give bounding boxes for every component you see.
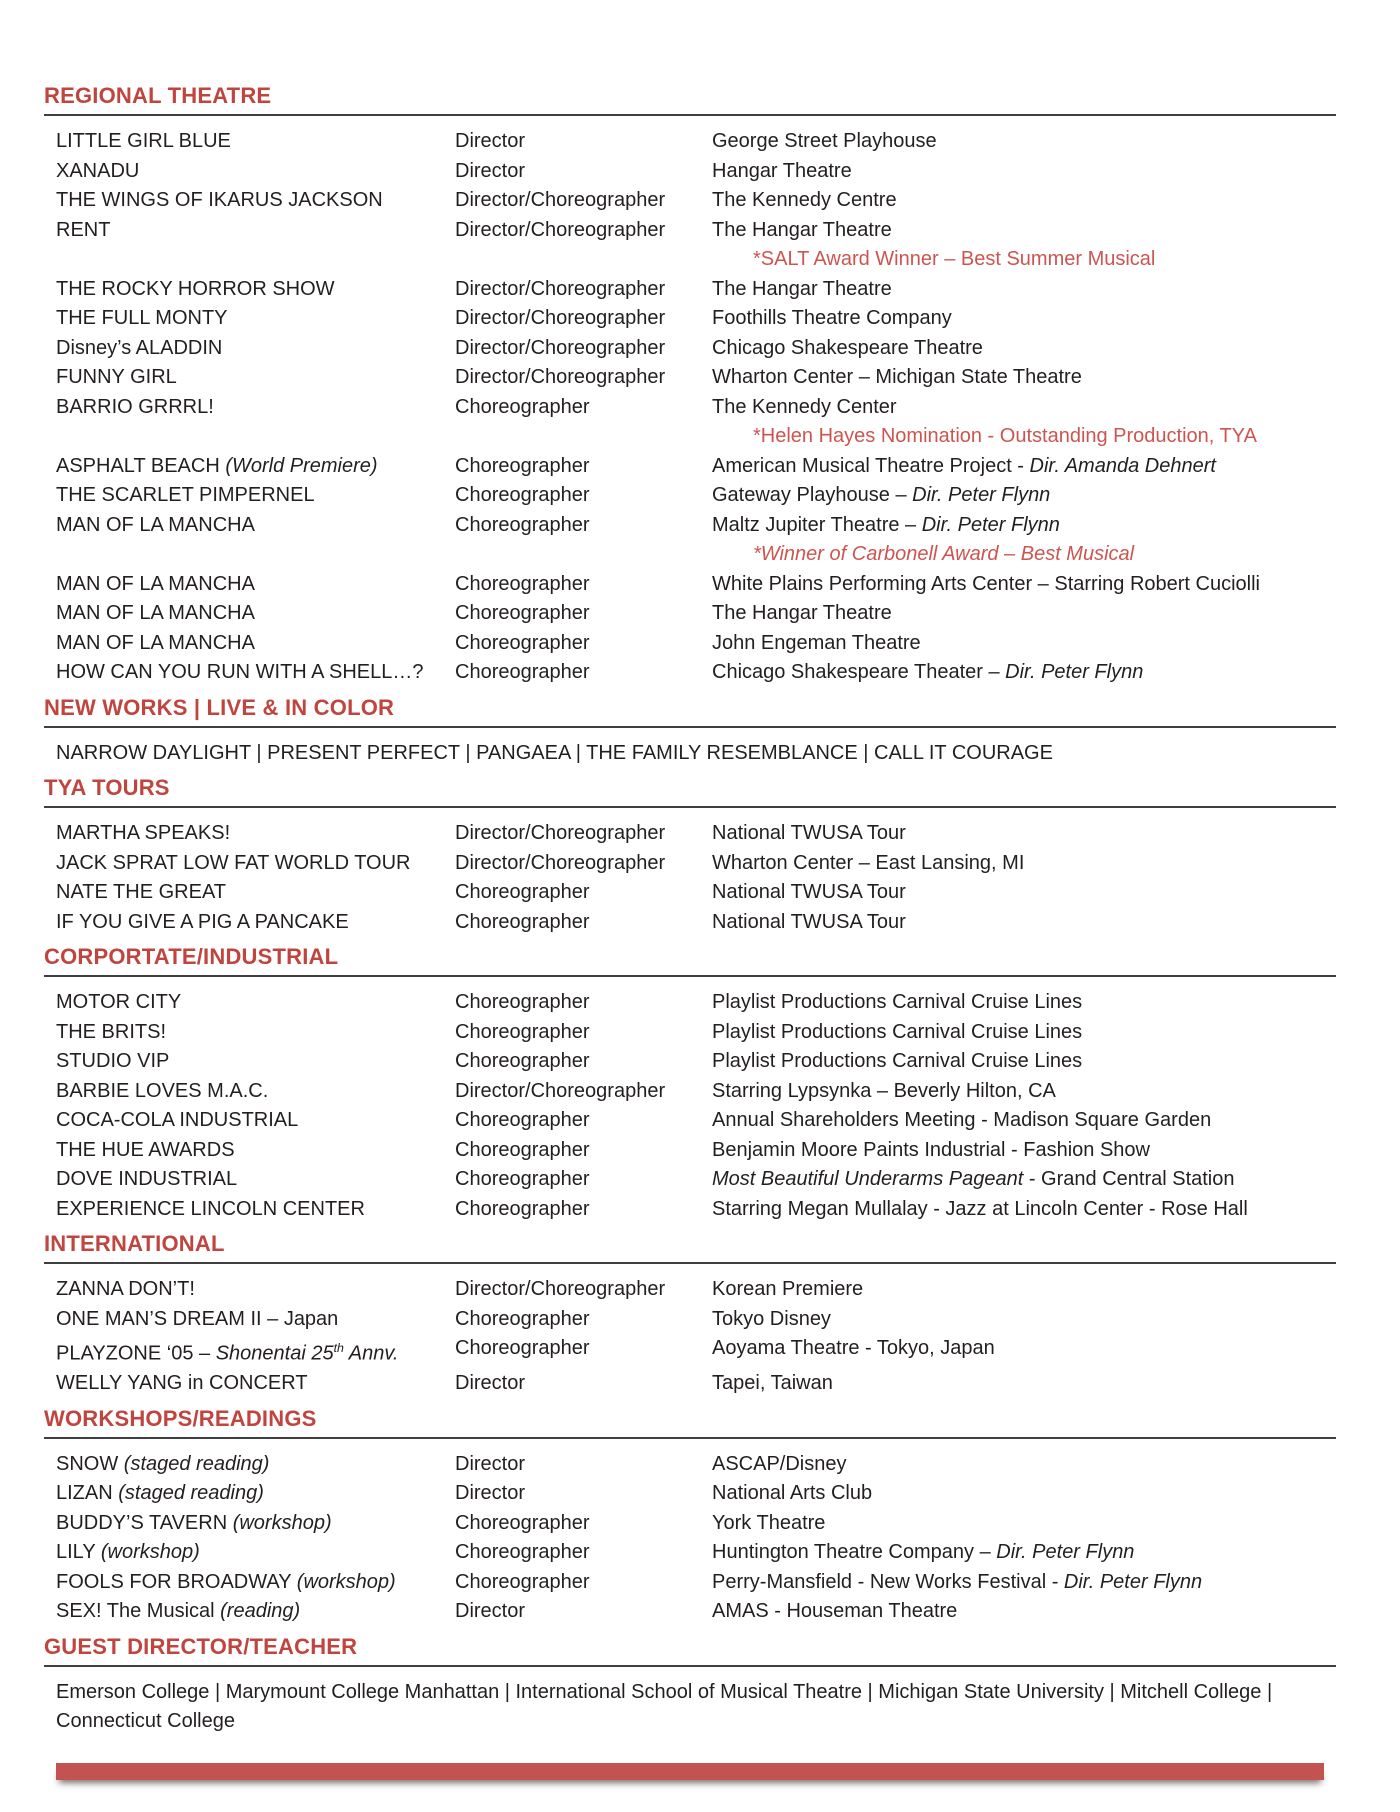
role: Director/Choreographer <box>455 1278 666 1300</box>
table-row <box>44 1047 1336 1077</box>
italic-text: Dir. Peter Flynn <box>1063 1570 1203 1593</box>
role: Choreographer <box>455 1307 590 1330</box>
table-row <box>44 1305 1336 1335</box>
text-segment: Gateway Playhouse – <box>712 484 913 506</box>
role: Director <box>455 130 526 152</box>
show-title: MAN OF LA MANCHA <box>56 572 255 595</box>
venue: National Arts Club <box>712 1482 873 1505</box>
show-title: THE BRITS! <box>56 1020 167 1043</box>
table-row <box>44 599 1336 629</box>
venue: ASCAP/Disney <box>712 1452 847 1475</box>
section-rows <box>44 1450 1336 1627</box>
table-row <box>44 1077 1336 1107</box>
role: Choreographer <box>455 572 590 595</box>
table-row <box>44 1106 1336 1136</box>
show-title: HOW CAN YOU RUN WITH A SHELL…? <box>56 661 424 683</box>
show-title: ONE MAN’S DREAM II – Japan <box>56 1307 339 1330</box>
section-rows <box>44 739 1336 769</box>
text-segment: Chicago Shakespeare Theater – <box>712 661 1006 683</box>
award-note: *Winner of Carbonell Award – Best Musical <box>753 543 1135 565</box>
table-row <box>44 157 1336 187</box>
venue: Hangar Theatre <box>712 159 852 182</box>
table-row <box>44 275 1336 305</box>
venue: Benjamin Moore Paints Industrial - Fashion Show <box>712 1138 1150 1161</box>
venue: National TWUSA Tour <box>712 881 906 903</box>
role: Choreographer <box>455 1541 590 1564</box>
table-row <box>44 1136 1336 1166</box>
venue: Starring Lypsynka – Beverly Hilton, CA <box>712 1079 1056 1102</box>
venue: Annual Shareholders Meeting - Madison Square Garden <box>712 1109 1212 1131</box>
italic-text: Annv. <box>343 1342 399 1365</box>
venue: Tapei, Taiwan <box>712 1372 833 1395</box>
section-new-works-live-in-color <box>44 696 1336 769</box>
table-row <box>44 1450 1336 1480</box>
table-row <box>44 1568 1336 1598</box>
footer-accent-bar <box>56 1763 1324 1780</box>
section-title: NEW WORKS | LIVE & IN COLOR <box>44 696 1336 728</box>
venue: Playlist Productions Carnival Cruise Lines <box>712 991 1083 1013</box>
text-segment: LILY <box>56 1541 101 1564</box>
table-row <box>44 304 1336 334</box>
venue: The Hangar Theatre <box>712 602 892 624</box>
text-segment: - Grand Central Station <box>1023 1168 1235 1190</box>
show-title <box>56 1509 455 1539</box>
show-title: WELLY YANG in CONCERT <box>56 1372 308 1395</box>
text-segment: FOOLS FOR BROADWAY <box>56 1570 297 1593</box>
show-title <box>56 1450 455 1480</box>
show-title: LITTLE GIRL BLUE <box>56 130 231 152</box>
venue <box>712 1568 1336 1598</box>
role: Director <box>455 159 526 182</box>
venue: George Street Playhouse <box>712 130 937 152</box>
section-rows <box>44 127 1336 688</box>
show-title: MARTHA SPEAKS! <box>56 822 231 844</box>
italic-text: (workshop) <box>232 1511 332 1534</box>
section-title: GUEST DIRECTOR/TEACHER <box>44 1635 1336 1667</box>
italic-text: (staged reading) <box>123 1452 270 1475</box>
text-segment: Maltz Jupiter Theatre – <box>712 513 922 536</box>
venue <box>712 1538 1336 1568</box>
show-title: THE WINGS OF IKARUS JACKSON <box>56 189 383 211</box>
table-row <box>44 452 1336 482</box>
italic-text: th <box>333 1341 344 1355</box>
table-row <box>44 1165 1336 1195</box>
table-row <box>44 849 1336 879</box>
role: Choreographer <box>455 1511 590 1534</box>
italic-text: Shonentai 25 <box>215 1342 334 1365</box>
venue: Foothills Theatre Company <box>712 307 952 329</box>
venue: York Theatre <box>712 1511 826 1534</box>
text-line: NARROW DAYLIGHT | PRESENT PERFECT | PANGAEA | THE FAMILY RESEMBLANCE | CALL IT COURAGE <box>56 741 1053 764</box>
role: Choreographer <box>455 661 590 683</box>
table-row <box>44 393 1336 423</box>
role: Director <box>455 1482 526 1505</box>
venue <box>712 452 1336 482</box>
table-row <box>44 511 1336 541</box>
show-title: STUDIO VIP <box>56 1050 170 1072</box>
role: Director <box>455 1452 526 1475</box>
table-row <box>44 1275 1336 1305</box>
text-segment: LIZAN <box>56 1482 119 1505</box>
role: Choreographer <box>455 602 590 624</box>
text-segment: SNOW <box>56 1452 124 1475</box>
show-title: THE ROCKY HORROR SHOW <box>56 277 335 300</box>
show-title <box>56 1334 455 1369</box>
section-tya-tours <box>44 776 1336 937</box>
role: Director/Choreographer <box>455 851 666 874</box>
show-title <box>56 1479 455 1509</box>
section-rows <box>44 1678 1336 1737</box>
table-row <box>44 1479 1336 1509</box>
italic-text: (workshop) <box>296 1570 396 1593</box>
italic-text: Dir. Amanda Dehnert <box>1029 454 1216 477</box>
table-row <box>44 988 1336 1018</box>
role: Director/Choreographer <box>455 1079 666 1102</box>
italic-text: Dir. Peter Flynn <box>912 484 1051 506</box>
role: Director/Choreographer <box>455 277 666 300</box>
show-title: EXPERIENCE LINCOLN CENTER <box>56 1197 365 1220</box>
text-segment: American Musical Theatre Project - <box>712 454 1030 477</box>
show-title: NATE THE GREAT <box>56 881 227 903</box>
role: Choreographer <box>455 991 590 1013</box>
table-row <box>44 186 1336 216</box>
text-line: Emerson College | Marymount College Manhattan | International School of Musical Theatre | Michigan State University | Mitchell College | <box>56 1680 1273 1703</box>
role: Choreographer <box>455 1197 590 1220</box>
show-title: Disney’s ALADDIN <box>56 336 223 359</box>
show-title <box>56 1597 455 1627</box>
show-title: THE HUE AWARDS <box>56 1138 235 1161</box>
role: Choreographer <box>455 454 590 477</box>
role: Director/Choreographer <box>455 822 666 844</box>
show-title: IF YOU GIVE A PIG A PANCAKE <box>56 910 349 933</box>
role: Choreographer <box>455 1109 590 1131</box>
show-title: RENT <box>56 218 111 241</box>
award-note: *Helen Hayes Nomination - Outstanding Production, TYA <box>753 425 1257 447</box>
section-title: WORKSHOPS/READINGS <box>44 1407 1336 1439</box>
venue: Aoyama Theatre - Tokyo, Japan <box>712 1337 995 1359</box>
resume-content <box>44 84 1336 1737</box>
role: Choreographer <box>455 910 590 933</box>
table-row <box>44 1018 1336 1048</box>
show-title <box>56 1568 455 1598</box>
text-segment: PLAYZONE ‘05 – <box>56 1342 216 1365</box>
table-row <box>44 1509 1336 1539</box>
italic-text: (World Premiere) <box>225 454 378 477</box>
show-title: BARRIO GRRRL! <box>56 395 214 418</box>
italic-text: (workshop) <box>100 1541 200 1564</box>
table-row <box>44 481 1336 511</box>
role: Choreographer <box>455 484 590 506</box>
italic-text: Dir. Peter Flynn <box>996 1541 1135 1564</box>
venue: Starring Megan Mullalay - Jazz at Lincoln Center - Rose Hall <box>712 1197 1248 1220</box>
italic-text: Most Beautiful Underarms Pageant <box>712 1168 1024 1190</box>
show-title <box>56 1538 455 1568</box>
show-title: MAN OF LA MANCHA <box>56 513 255 536</box>
text-segment: Perry-Mansfield - New Works Festival - <box>712 1570 1064 1593</box>
table-row <box>44 1369 1336 1399</box>
show-title: DOVE INDUSTRIAL <box>56 1168 238 1190</box>
role: Choreographer <box>455 1168 590 1190</box>
section-guest-director-teacher <box>44 1635 1336 1737</box>
venue: The Hangar Theatre <box>712 277 892 300</box>
venue: The Hangar Theatre <box>712 218 892 241</box>
role: Director/Choreographer <box>455 189 666 211</box>
section-title: INTERNATIONAL <box>44 1232 1336 1264</box>
section-rows <box>44 1275 1336 1399</box>
table-row <box>44 1538 1336 1568</box>
venue: Wharton Center – East Lansing, MI <box>712 851 1025 874</box>
text-line: Connecticut College <box>56 1710 235 1733</box>
table-row <box>44 334 1336 364</box>
show-title: JACK SPRAT LOW FAT WORLD TOUR <box>56 851 411 874</box>
role: Choreographer <box>455 513 590 536</box>
role: Choreographer <box>455 881 590 903</box>
show-title: XANADU <box>56 159 140 182</box>
table-row <box>44 216 1336 246</box>
table-row <box>44 629 1336 659</box>
show-title: THE FULL MONTY <box>56 307 228 329</box>
table-row <box>44 878 1336 908</box>
venue: National TWUSA Tour <box>712 822 906 844</box>
section-corportate-industrial <box>44 945 1336 1224</box>
venue: White Plains Performing Arts Center – Starring Robert Cuciolli <box>712 572 1260 595</box>
venue <box>712 658 1336 688</box>
show-title <box>56 452 455 482</box>
show-title: MOTOR CITY <box>56 991 182 1013</box>
role: Choreographer <box>455 631 590 654</box>
role: Choreographer <box>455 1138 590 1161</box>
section-title: CORPORTATE/INDUSTRIAL <box>44 945 1336 977</box>
table-row <box>44 1597 1336 1627</box>
role: Choreographer <box>455 1050 590 1072</box>
table-row <box>44 363 1336 393</box>
section-title: REGIONAL THEATRE <box>44 84 1336 116</box>
venue: Tokyo Disney <box>712 1307 831 1330</box>
role: Choreographer <box>455 1337 590 1359</box>
venue: The Kennedy Centre <box>712 189 897 211</box>
table-row <box>44 658 1336 688</box>
table-row <box>44 1195 1336 1225</box>
italic-text: Dir. Peter Flynn <box>1005 661 1144 683</box>
italic-text: Dir. Peter Flynn <box>921 513 1060 536</box>
table-row <box>44 570 1336 600</box>
venue: John Engeman Theatre <box>712 631 921 654</box>
italic-text: (reading) <box>220 1600 301 1623</box>
award-note: *SALT Award Winner – Best Summer Musical <box>753 248 1156 270</box>
section-workshops-readings <box>44 1407 1336 1627</box>
venue: National TWUSA Tour <box>712 910 906 933</box>
show-title: BARBIE LOVES M.A.C. <box>56 1079 269 1102</box>
section-regional-theatre <box>44 84 1336 688</box>
section-title: TYA TOURS <box>44 776 1336 808</box>
role: Director/Choreographer <box>455 307 666 329</box>
venue: AMAS - Houseman Theatre <box>712 1600 958 1623</box>
show-title: ZANNA DON’T! <box>56 1278 195 1300</box>
venue: Playlist Productions Carnival Cruise Lines <box>712 1050 1083 1072</box>
venue: Playlist Productions Carnival Cruise Lines <box>712 1020 1083 1043</box>
role: Director/Choreographer <box>455 366 666 388</box>
role: Director <box>455 1600 526 1623</box>
text-segment: BUDDY’S TAVERN <box>56 1511 233 1534</box>
table-row <box>44 127 1336 157</box>
section-rows <box>44 819 1336 937</box>
role: Director <box>455 1372 526 1395</box>
venue: Chicago Shakespeare Theatre <box>712 336 983 359</box>
table-row <box>44 1334 1336 1369</box>
venue <box>712 481 1336 511</box>
role: Director/Choreographer <box>455 336 666 359</box>
show-title: MAN OF LA MANCHA <box>56 602 255 624</box>
venue: Korean Premiere <box>712 1278 864 1300</box>
show-title: THE SCARLET PIMPERNEL <box>56 484 315 506</box>
role: Choreographer <box>455 1020 590 1043</box>
venue: The Kennedy Center <box>712 395 897 418</box>
show-title: COCA-COLA INDUSTRIAL <box>56 1109 299 1131</box>
role: Director/Choreographer <box>455 218 666 241</box>
venue <box>712 511 1336 541</box>
text-segment: ASPHALT BEACH <box>56 454 226 477</box>
role: Choreographer <box>455 1570 590 1593</box>
table-row <box>44 819 1336 849</box>
text-segment: Huntington Theatre Company – <box>712 1541 997 1564</box>
venue: Wharton Center – Michigan State Theatre <box>712 366 1082 388</box>
italic-text: (staged reading) <box>118 1482 264 1505</box>
section-international <box>44 1232 1336 1399</box>
show-title: MAN OF LA MANCHA <box>56 631 255 654</box>
venue <box>712 1165 1336 1195</box>
show-title: FUNNY GIRL <box>56 366 177 388</box>
role: Choreographer <box>455 395 590 418</box>
text-segment: SEX! The Musical <box>56 1600 221 1623</box>
table-row <box>44 908 1336 938</box>
section-rows <box>44 988 1336 1224</box>
